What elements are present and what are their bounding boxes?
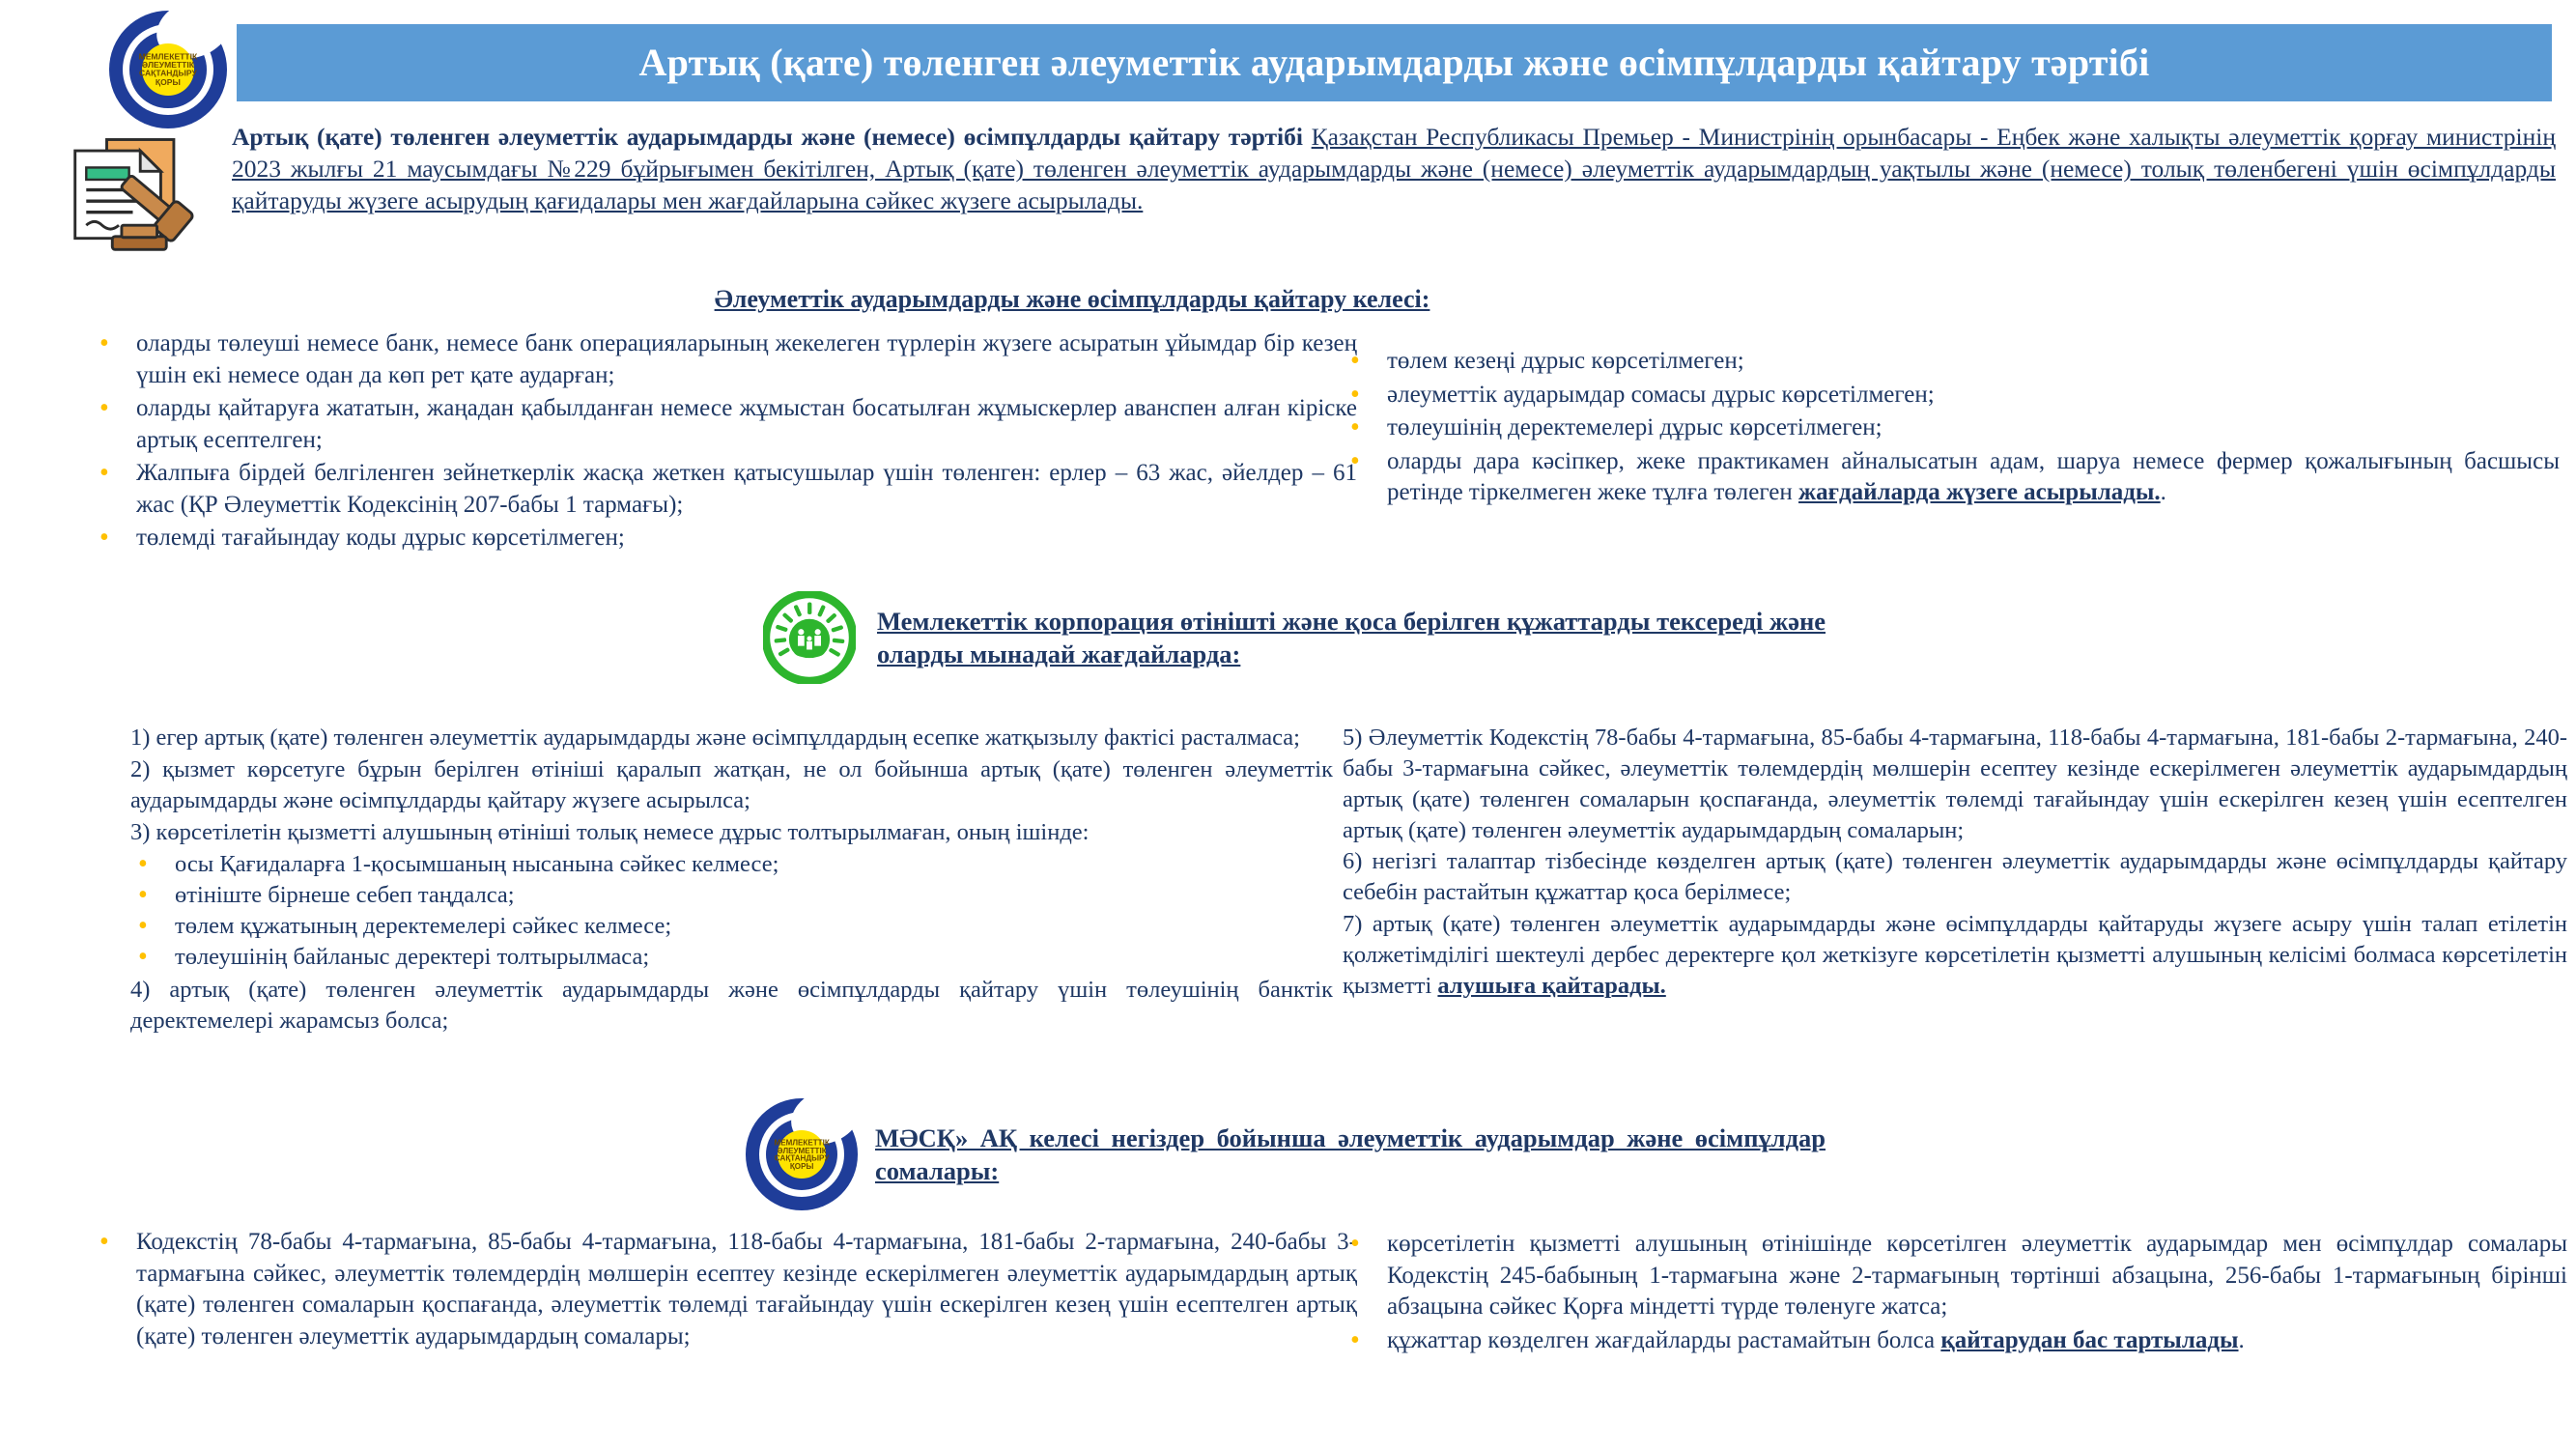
section1-right-bullet-list — [1343, 346, 2560, 509]
section3-heading: МӘСҚ» АҚ келесі негіздер бойынша әлеуметтік аударымдар және өсімпұлдар сомалары: — [875, 1122, 1826, 1185]
list-item: • Кодекстің 78-бабы 4-тармағына, 85-бабы 4-тармағына, 118-бабы 4-тармағына, 181-бабы 2-тармағына, 240-бабы 3-тармағына сәйкес, әлеуметтік төлемдердің мөлшерін есептеу кезінде ескерілмеген әлеуметтік аударымдардың артық (қате) төленген сомаларын қоспағанда, әлеуметтік төлемді тағайындау үшін ескерілген кезең үшін есептелген артық (қате) төленген әлеуметтік аударымдардың сомалары; — [92, 1227, 1357, 1352]
list-item-suffix: . — [2238, 1326, 2245, 1353]
header-banner — [237, 24, 2552, 101]
intro-body: Қазақстан Республикасы Премьер - Министрінің орынбасары - Еңбек және халықты әлеуметтік қорғау министрінің 2023 жылғы 21 маусымдағы №229 бұйрығымен бекітілген, Артық (қате) төленген әлеуметтік аударымдарды және (немесе) әлеуметтік аударымдардың уақтылы және (немесе) толық төленбегені үшін өсімпұлдарды қайтаруды жүзеге асырудың қағидалары мен жағдайларына сәйкес жүзеге асырылады. — [232, 123, 2557, 215]
section3-heading-row — [744, 1096, 1826, 1212]
list-item-emphasis: жағдайларда жүзеге асырылады. — [1798, 479, 2161, 505]
numbered-item-text: 6) негізгі талаптар тізбесінде көзделген артық (қате) төленген әлеуметтік аударымдарды және өсімпұлдарды қайтару себебін растайтын құжаттар қоса берілмесе; — [1343, 848, 2567, 906]
section1-right-column — [1343, 346, 2560, 511]
list-item: • төлем құжатының деректемелері сәйкес келмесе; — [130, 911, 1333, 942]
list-item-text: көрсетілетін қызметті алушының өтінішінде көрсетілген әлеуметтік аударымдар мен өсімпұлдар сомалары Кодекстің 245-бабының 1-тармағына және 2-тармағының төртінші абзацына, 256-бабы 1-тармағының бірінші абзацына сәйкес Қорға міндетті түрде төленуге жатса; — [1387, 1231, 2567, 1320]
list-item — [1343, 346, 2560, 378]
page-title: Артық (қате) төленген әлеуметтік аударымдарды және өсімпұлдарды қайтару тәртібі — [638, 41, 2150, 84]
section2-heading-row — [763, 591, 1826, 684]
numbered-item: 3) көрсетілетін қызметті алушының өтініші толық немесе дұрыс толтырылмаған, оның ішінде: — [130, 818, 1090, 845]
section3-right-column — [1343, 1229, 2567, 1358]
numbered-item: 2) қызмет көрсетуге бұрын берілген өтініші қаралып жатқан, не ол бойынша артық (қате) төленген әлеуметтік аударымдарды және өсімпұлдарды қайтару жүзеге асырылса; — [130, 755, 1333, 813]
logo-core — [774, 1130, 830, 1179]
list-item: • төлеушінің байланыс деректері толтырылмаса; — [130, 942, 1333, 973]
intro-paragraph — [208, 121, 2569, 216]
section3-left-column — [92, 1227, 1357, 1354]
list-item — [1343, 446, 2560, 509]
list-item-suffix: . — [2160, 479, 2166, 505]
list-item-text: оларды дара кәсіпкер, жеке практикамен айналысатын адам, шаруа немесе фермер қожалығының басшысы ретінде тіркелмеген жеке тұлға төлеген — [1387, 447, 2560, 505]
list-item: • Жалпыға бірдей белгіленген зейнеткерлік жасқа жеткен қатысушылар үшін төленген: ерлер – 63 жас, әйелдер – 61 жас (ҚР Әлеуметтік Кодексінің 207-бабы 1 тармағы); — [92, 458, 1357, 521]
header-fund-logo-icon — [106, 8, 230, 131]
list-item-emphasis: қайтарудан бас тартылады — [1940, 1326, 2239, 1353]
intro-block — [58, 121, 2569, 257]
section3-fund-logo-icon — [744, 1096, 860, 1212]
list-item — [1343, 412, 2560, 444]
intro-lead: Артық (қате) төленген әлеуметтік аударымдарды және (немесе) өсімпұлдарды қайтару тәртібі — [232, 123, 1303, 151]
list-item — [1343, 1325, 2567, 1357]
numbered-item — [1343, 909, 2567, 1002]
numbered-item — [1343, 723, 2567, 845]
numbered-item: 1) егер артық (қате) төленген әлеуметтік аударымдарды және өсімпұлдардың есепке жатқызылу фактісі расталмаса; — [130, 724, 1300, 751]
numbered-item-emphasis: алушыға қайтарады. — [1437, 972, 1666, 999]
numbered-item: 4) артық (қате) төленген әлеуметтік аударымдарды және өсімпұлдарды қайтару үшін төлеушінің банктік деректемелері жарамсыз болса; — [130, 976, 1333, 1034]
numbered-item-text: 5) Әлеуметтік Кодекстің 78-бабы 4-тармағына, 85-бабы 4-тармағына, 118-бабы 4-тармағына, 181-бабы 2-тармағына, 240-бабы 3-тармағына сәйкес, әлеуметтік төлемдердің мөлшерін есептеу кезінде ескерілмеген әлеуметтік аударымдардың артық (қате) төленген сомаларын қоспағанда, әлеуметтік төлемді тағайындау үшін ескерілген кезең үшін есептелген артық (қате) төленген әлеуметтік аударымдардың сомаларын; — [1343, 724, 2567, 843]
list-item: • төлемді тағайындау коды дұрыс көрсетілмеген; — [92, 523, 1357, 554]
document-gavel-icon — [58, 127, 208, 257]
section1-left-column — [92, 328, 1357, 556]
list-item: • оларды қайтаруға жататын, жаңадан қабылданған немесе жұмыстан босатылған жұмыскерлер аванспен алған кіріске артық есептелген; — [92, 393, 1357, 456]
section2-right-column — [1343, 723, 2567, 1003]
section2-left-subbullet-list — [130, 849, 1333, 972]
section1-heading: Әлеуметтік аударымдарды және өсімпұлдарды қайтару келесі: — [714, 285, 1430, 313]
list-item-text: әлеуметтік аударымдар сомасы дұрыс көрсетілмеген; — [1387, 381, 1935, 408]
logo-core-text: МЕМЛЕКЕТТІК ӘЛЕУМЕТТІК САҚТАНДЫРУ ҚОРЫ — [774, 1137, 830, 1171]
list-item — [1343, 380, 2560, 412]
government-for-citizens-icon — [763, 591, 860, 684]
section3-left-bullet-list — [92, 1227, 1357, 1352]
list-item: • осы Қағидаларға 1-қосымшаның нысанына сәйкес келмесе; — [130, 849, 1333, 880]
section1-left-bullet-list — [92, 328, 1357, 554]
section3-right-bullet-list — [1343, 1229, 2567, 1356]
section2-left-column — [130, 723, 1333, 1037]
numbered-item — [1343, 846, 2567, 908]
logo-core-text: МЕМЛЕКЕТТІК ӘЛЕУМЕТТІК САҚТАНДЫРУ ҚОРЫ — [138, 51, 198, 87]
list-item-text: төлеушінің деректемелері дұрыс көрсетілмеген; — [1387, 414, 1882, 440]
list-item-text: құжаттар көзделген жағдайларды растамайтын болса — [1387, 1326, 1941, 1353]
section2-heading: Мемлекеттік корпорация өтінішті және қоса берілген құжаттарды тексереді және оларды мынадай жағдайларда: — [877, 606, 1826, 668]
list-item-text: төлем кезеңі дұрыс көрсетілмеген; — [1387, 348, 1744, 374]
numbered-item-text: 7) артық (қате) төленген әлеуметтік аударымдарды және өсімпұлдарды қайтаруды жүзеге асыру үшін талап етілетін қолжетімділігі шектеулі дербес деректерге қол жеткізуге көрсетілетін қызметті алушының келісімі болмаса көрсетілетін қызметті — [1343, 911, 2567, 999]
list-item: • оларды төлеуші немесе банк, немесе банк операцияларының жекелеген түрлерін жүзеге асыратын ұйымдар бір кезең үшін екі немесе одан да көп рет қате аударған; — [92, 328, 1357, 391]
list-item: • өтініште бірнеше себеп таңдалса; — [130, 880, 1333, 911]
logo-core — [138, 43, 198, 96]
list-item — [1343, 1229, 2567, 1323]
